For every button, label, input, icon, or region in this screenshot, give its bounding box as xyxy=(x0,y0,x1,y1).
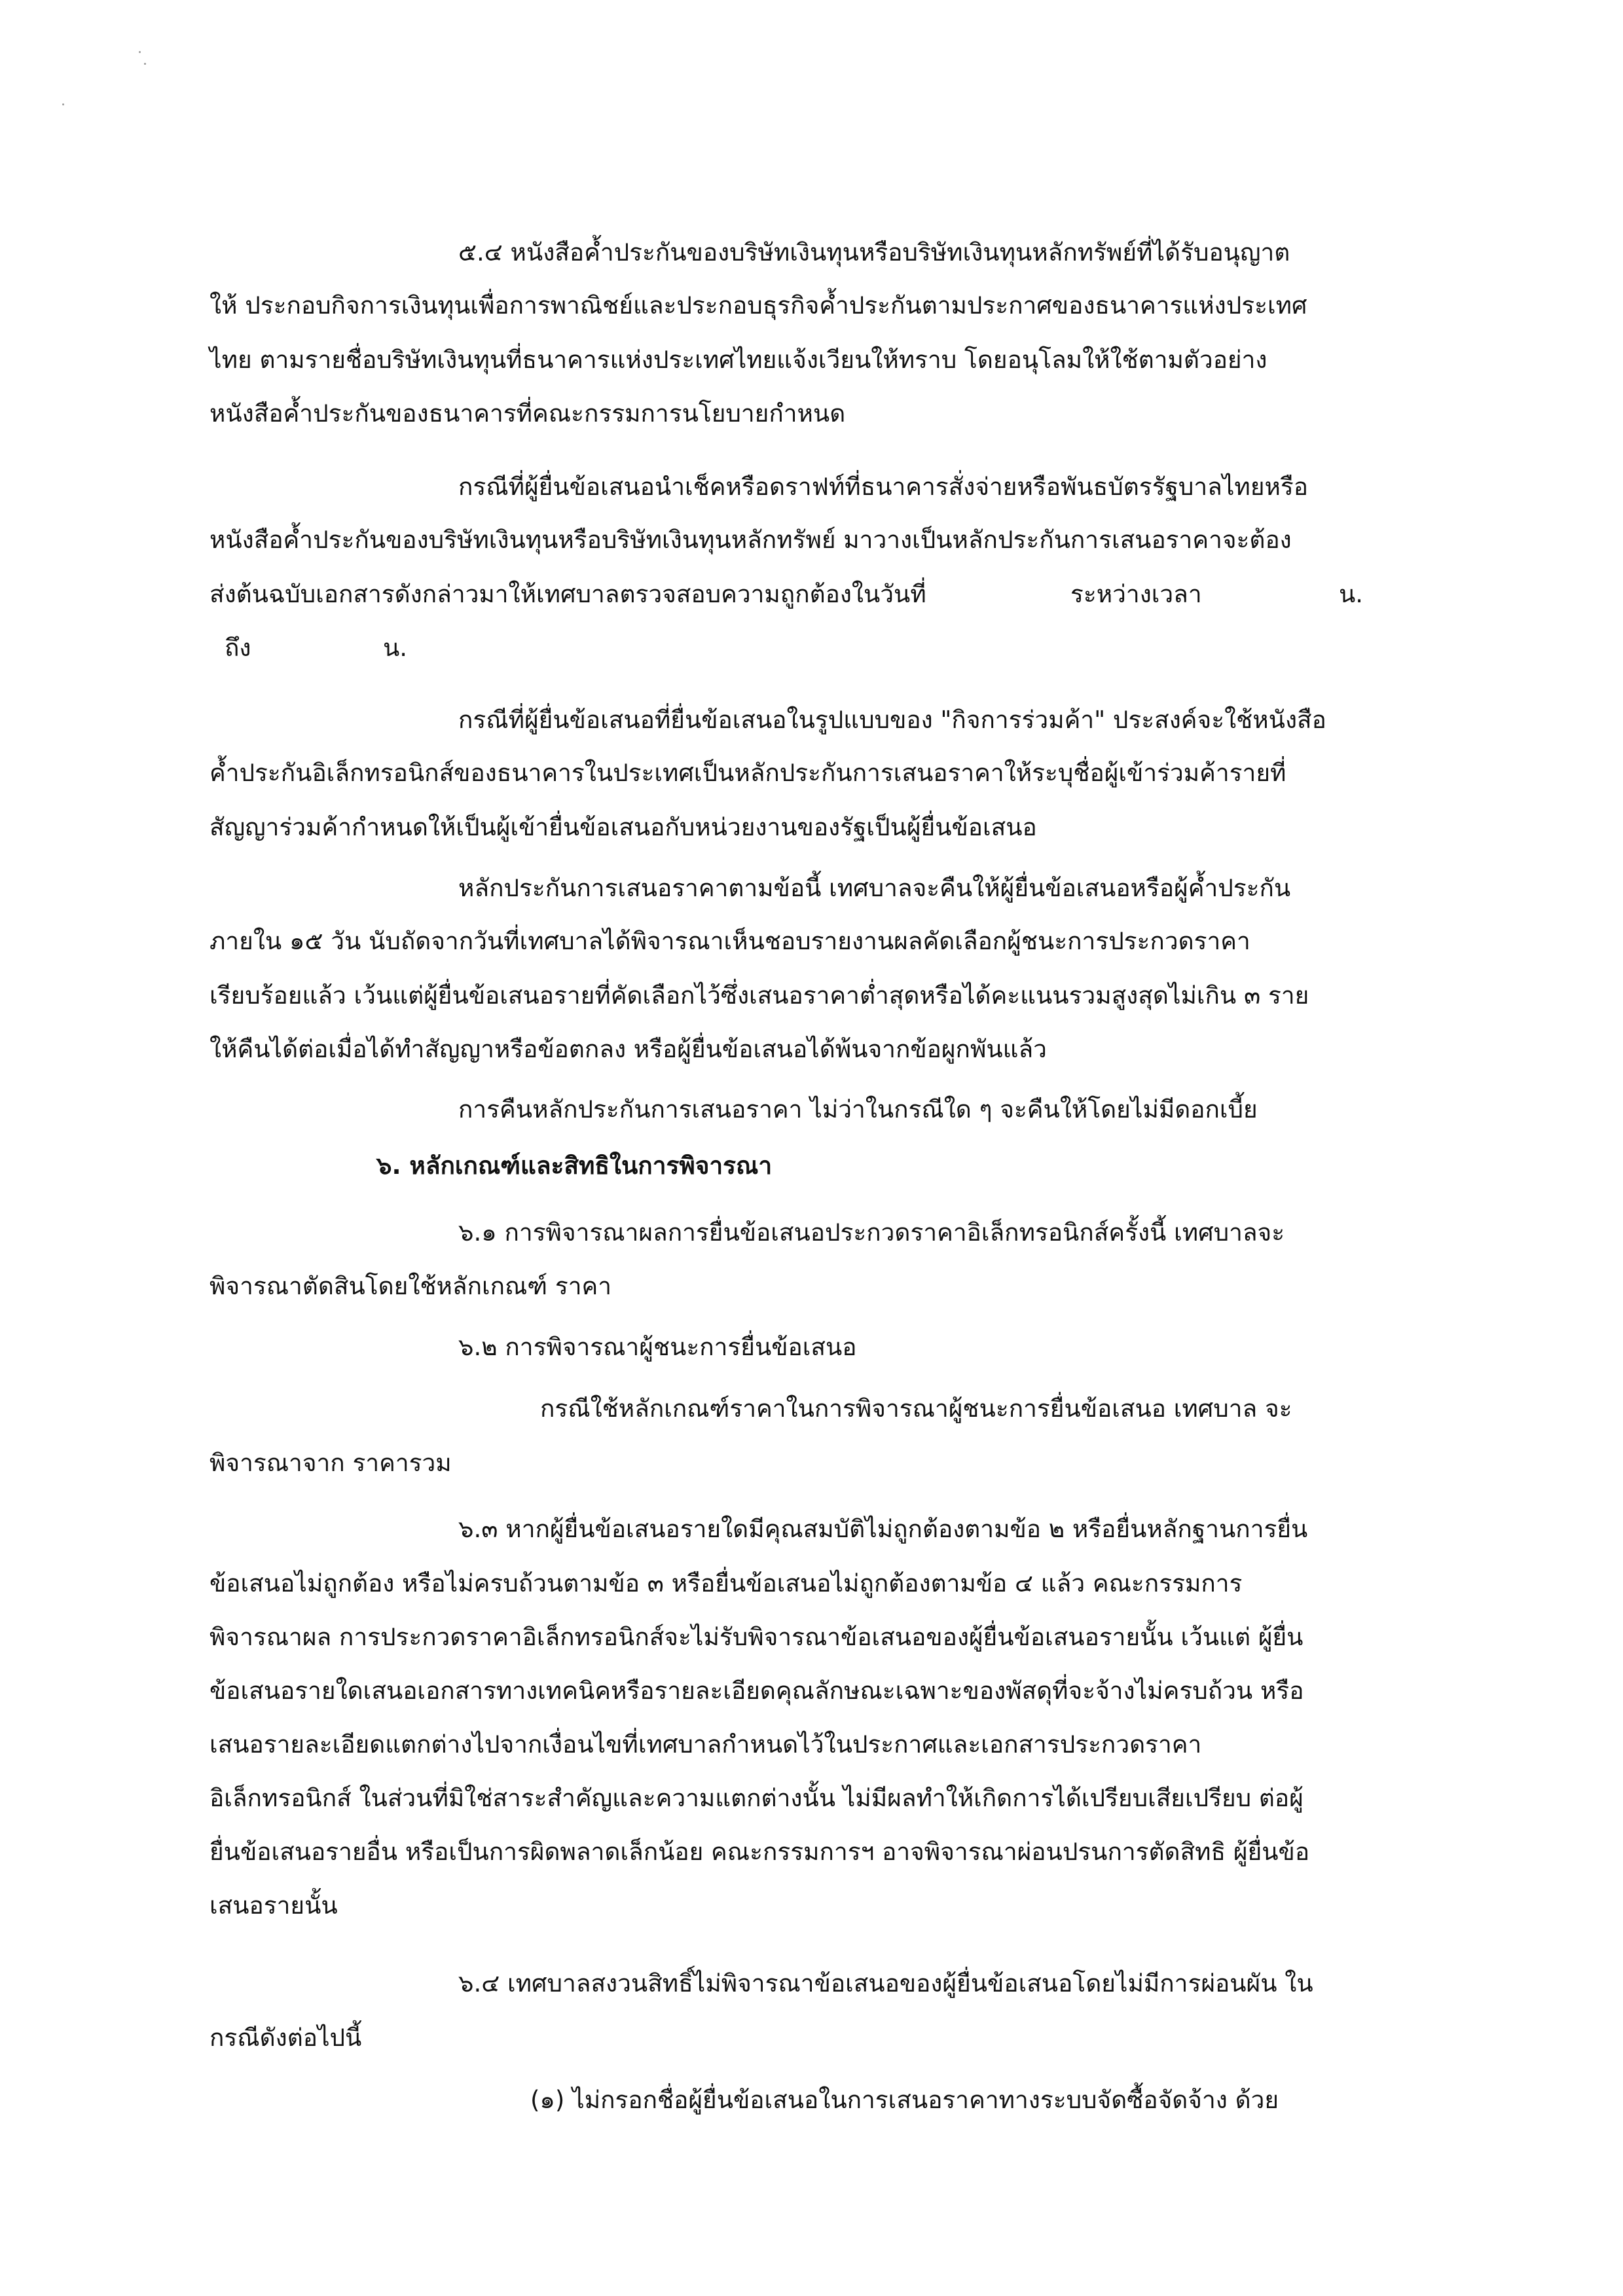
section-6-heading: ๖. หลักเกณฑ์และสิทธิในการพิจารณา xyxy=(376,1152,773,1180)
text-line: ๖.๒ การพิจารณาผู้ชนะการยื่นข้อเสนอ xyxy=(458,1333,857,1361)
text-line: ค้ำประกันอิเล็กทรอนิกส์ของธนาคารในประเทศเป็นหลักประกันการเสนอราคาให้ระบุชื่อผู้เข้าร่วมค้ารายที่ xyxy=(210,759,1286,787)
text-line: น. xyxy=(1339,580,1364,608)
text-line: ๖.๓ หากผู้ยื่นข้อเสนอรายใดมีคุณสมบัติไม่ถูกต้องตามข้อ ๒ หรือยื่นหลักฐานการยื่น xyxy=(458,1515,1308,1543)
text-line: หนังสือค้ำประกันของธนาคารที่คณะกรรมการนโยบายกำหนด xyxy=(210,399,846,428)
text-line: พิจารณาผล การประกวดราคาอิเล็กทรอนิกส์จะไม่รับพิจารณาข้อเสนอของผู้ยื่นข้อเสนอรายนั้น เว้นแต่ ผู้ยื่น xyxy=(210,1623,1304,1651)
text-line: ๖.๔ เทศบาลสงวนสิทธิ์ไม่พิจารณาข้อเสนอของผู้ยื่นข้อเสนอโดยไม่มีการผ่อนผัน ใน xyxy=(458,1969,1313,1997)
scan-speck xyxy=(139,51,141,53)
text-line: กรณีที่ผู้ยื่นข้อเสนอที่ยื่นข้อเสนอในรูปแบบของ "กิจการร่วมค้า" ประสงค์จะใช้หนังสือ xyxy=(458,706,1326,734)
text-line: พิจารณาจาก ราคารวม xyxy=(210,1449,452,1477)
scan-speck xyxy=(144,63,146,65)
text-line: เสนอรายนั้น xyxy=(210,1891,338,1920)
text-line: อิเล็กทรอนิกส์ ในส่วนที่มิใช่สาระสำคัญและความแตกต่างนั้น ไม่มีผลทำให้เกิดการได้เปรียบเสียเปรียบ ต่อผู้ xyxy=(210,1784,1304,1812)
text-line: ๖.๑ การพิจารณาผลการยื่นข้อเสนอประกวดราคาอิเล็กทรอนิกส์ครั้งนี้ เทศบาลจะ xyxy=(458,1218,1285,1247)
text-line: ภายใน ๑๕ วัน นับถัดจากวันที่เทศบาลได้พิจารณาเห็นชอบรายงานผลคัดเลือกผู้ชนะการประกวดราคา xyxy=(210,927,1250,955)
text-line: ข้อเสนอไม่ถูกต้อง หรือไม่ครบถ้วนตามข้อ ๓ หรือยื่นข้อเสนอไม่ถูกต้องตามข้อ ๔ แล้ว คณะกรรมการ xyxy=(210,1569,1243,1597)
text-line: ๕.๔ หนังสือค้ำประกันของบริษัทเงินทุนหรือบริษัทเงินทุนหลักทรัพย์ที่ได้รับอนุญาต xyxy=(458,238,1290,266)
text-line: ข้อเสนอรายใดเสนอเอกสารทางเทคนิคหรือรายละเอียดคุณลักษณะเฉพาะของพัสดุที่จะจ้างไม่ครบถ้วน หรือ xyxy=(210,1677,1304,1705)
text-line: กรณีที่ผู้ยื่นข้อเสนอนำเช็คหรือดราฟท์ที่ธนาคารสั่งจ่ายหรือพันธบัตรรัฐบาลไทยหรือ xyxy=(458,473,1308,501)
text-line: เรียบร้อยแล้ว เว้นแต่ผู้ยื่นข้อเสนอรายที่คัดเลือกไว้ซึ่งเสนอราคาต่ำสุดหรือได้คะแนนรวมสูงสุดไม่เกิน ๓ ราย xyxy=(210,981,1309,1010)
text-line: หนังสือค้ำประกันของบริษัทเงินทุนหรือบริษัทเงินทุนหลักทรัพย์ มาวางเป็นหลักประกันการเสนอราคาจะต้อง xyxy=(210,526,1292,554)
text-line: ให้ ประกอบกิจการเงินทุนเพื่อการพาณิชย์และประกอบธุรกิจค้ำประกันตามประกาศของธนาคารแห่งประเทศ xyxy=(210,291,1307,319)
scan-speck xyxy=(62,103,64,105)
text-line: ส่งต้นฉบับเอกสารดังกล่าวมาให้เทศบาลตรวจสอบความถูกต้องในวันที่ xyxy=(210,580,926,608)
text-line: การคืนหลักประกันการเสนอราคา ไม่ว่าในกรณีใด ๆ จะคืนให้โดยไม่มีดอกเบี้ย xyxy=(458,1095,1258,1123)
text-line: ให้คืนได้ต่อเมื่อได้ทำสัญญาหรือข้อตกลง หรือผู้ยื่นข้อเสนอได้พ้นจากข้อผูกพันแล้ว xyxy=(210,1035,1047,1063)
text-line: ไทย ตามรายชื่อบริษัทเงินทุนที่ธนาคารแห่งประเทศไทยแจ้งเวียนให้ทราบ โดยอนุโลมให้ใช้ตามตัวอย่าง xyxy=(210,346,1267,374)
text-line: หลักประกันการเสนอราคาตามข้อนี้ เทศบาลจะคืนให้ผู้ยื่นข้อเสนอหรือผู้ค้ำประกัน xyxy=(458,874,1291,902)
text-line: ระหว่างเวลา xyxy=(1070,580,1202,608)
text-line: สัญญาร่วมค้ากำหนดให้เป็นผู้เข้ายื่นข้อเสนอกับหน่วยงานของรัฐเป็นผู้ยื่นข้อเสนอ xyxy=(210,813,1037,841)
text-line: (๑) ไม่กรอกชื่อผู้ยื่นข้อเสนอในการเสนอราคาทางระบบจัดซื้อจัดจ้าง ด้วย xyxy=(530,2086,1279,2114)
text-line: กรณีใช้หลักเกณฑ์ราคาในการพิจารณาผู้ชนะการยื่นข้อเสนอ เทศบาล จะ xyxy=(540,1394,1292,1423)
text-line: พิจารณาตัดสินโดยใช้หลักเกณฑ์ ราคา xyxy=(210,1272,612,1300)
text-line: ยื่นข้อเสนอรายอื่น หรือเป็นการผิดพลาดเล็กน้อย คณะกรรมการฯ อาจพิจารณาผ่อนปรนการตัดสิทธิ ผู้ยื่นข้อ xyxy=(210,1838,1310,1866)
text-line: ถึง xyxy=(225,634,251,662)
text-line: กรณีดังต่อไปนี้ xyxy=(210,2024,362,2052)
text-line: เสนอรายละเอียดแตกต่างไปจากเงื่อนไขที่เทศบาลกำหนดไว้ในประกาศและเอกสารประกวดราคา xyxy=(210,1730,1202,1758)
text-line: น. xyxy=(383,634,408,662)
